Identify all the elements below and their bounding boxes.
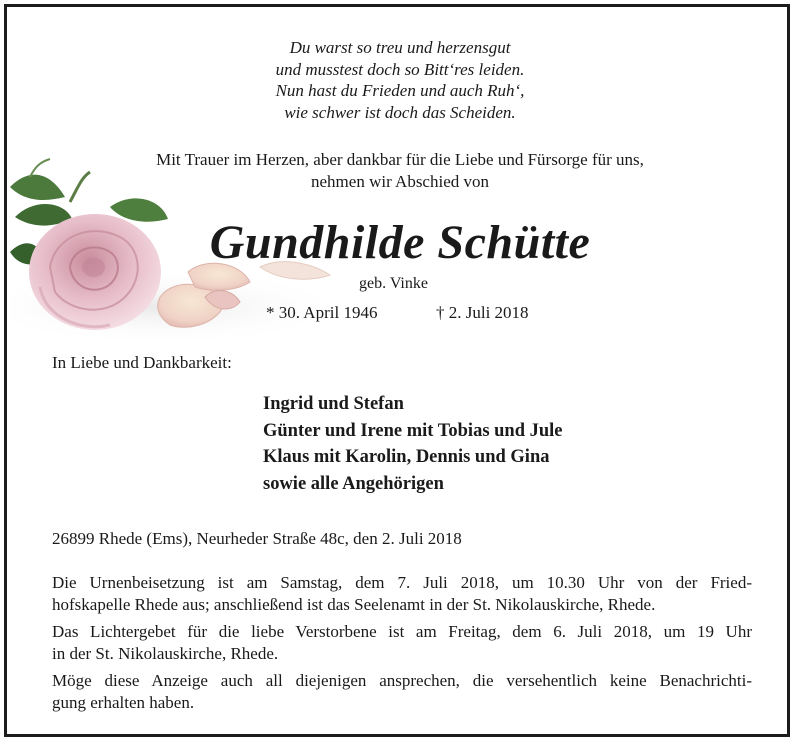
intro-line: nehmen wir Abschied von <box>311 171 489 191</box>
poem-line: Nun hast du Frieden und auch Ruh‘, <box>275 81 525 100</box>
poem-line: und musstest doch so Bitt‘res leiden. <box>275 59 525 79</box>
notice-line: Das Lichtergebet für die liebe Verstorbene ist am Freitag, dem 6. Juli 2018, um 19 Uhr <box>52 622 752 641</box>
poem <box>7 37 790 123</box>
prayer-notice <box>52 621 752 664</box>
mourner-line: Ingrid und Stefan <box>263 394 404 414</box>
notice-line: in der St. Nikolauskirche, Rhede. <box>52 643 279 663</box>
place-and-date: 26899 Rhede (Ems), Neurheder Straße 48c, den 2. Juli 2018 <box>52 529 462 548</box>
intro-text <box>7 149 790 192</box>
birth-date: * 30. April 1946 <box>266 303 378 322</box>
poem-line: Du warst so treu und herzensgut <box>289 38 511 57</box>
obituary-frame <box>4 4 790 737</box>
maiden-name: geb. Vinke <box>359 275 428 292</box>
notice-line: Die Urnenbeisetzung ist am Samstag, dem 7. Juli 2018, um 10.30 Uhr von der Fried- <box>52 573 752 592</box>
notice-line: hofskapelle Rhede aus; anschließend ist das Seelenamt in der St. Nikolauskirche, Rhede. <box>52 594 656 614</box>
notices <box>52 572 752 719</box>
notice-line: gung erhalten haben. <box>52 692 195 712</box>
mourner-line: sowie alle Angehörigen <box>263 473 444 494</box>
apology-notice <box>52 670 752 713</box>
mourners-list <box>263 391 563 497</box>
mourner-line: Günter und Irene mit Tobias und Jule <box>263 420 563 441</box>
notice-line: Möge diese Anzeige auch all diejenigen ansprechen, die versehentlich keine Benachrichti- <box>52 671 752 690</box>
death-date: † 2. Juli 2018 <box>436 303 529 322</box>
mourner-line: Klaus mit Karolin, Dennis und Gina <box>263 447 550 467</box>
burial-notice <box>52 572 752 615</box>
intro-line: Mit Trauer im Herzen, aber dankbar für die Liebe und Fürsorge für uns, <box>156 150 644 169</box>
poem-line: wie schwer ist doch das Scheiden. <box>284 102 516 122</box>
deceased-name: Gundhilde Schütte <box>209 216 591 269</box>
thanks-heading: In Liebe und Dankbarkeit: <box>52 353 232 372</box>
